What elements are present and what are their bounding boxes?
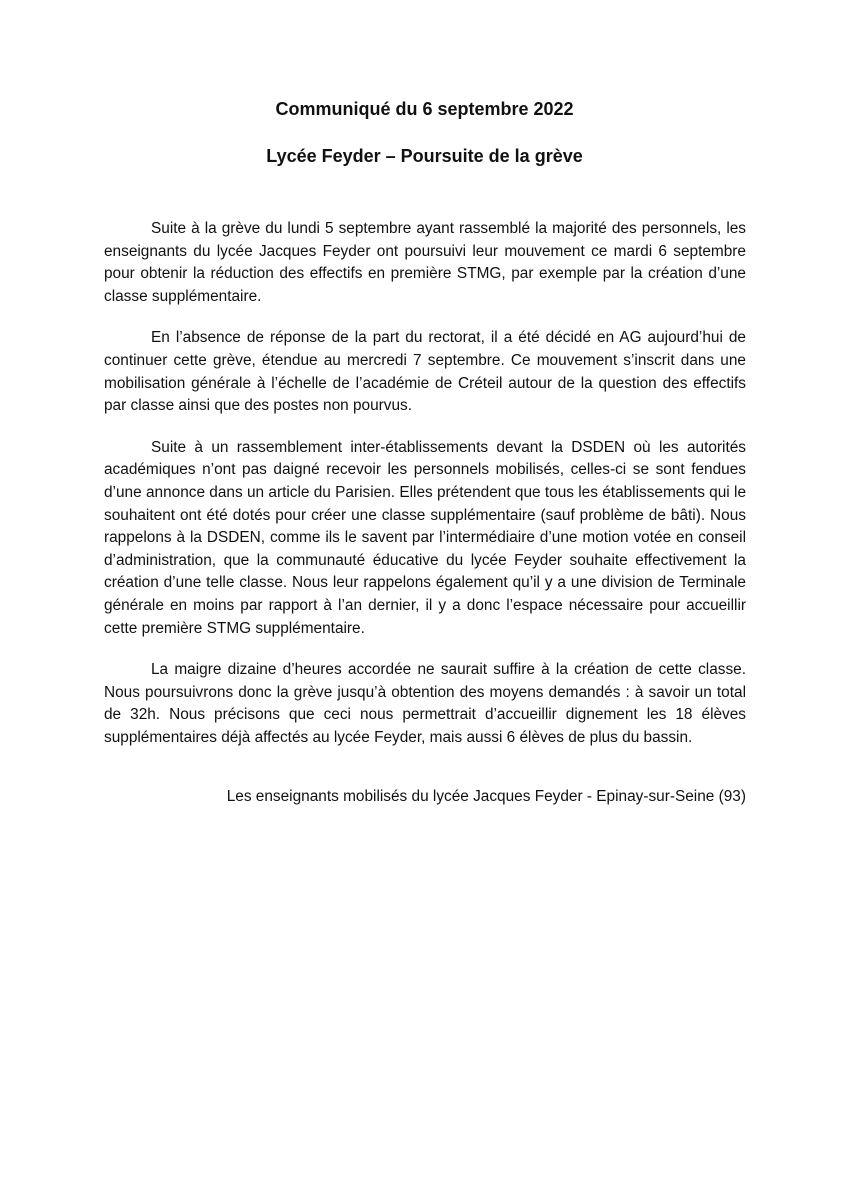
paragraph-1: Suite à la grève du lundi 5 septembre ayant rassemblé la majorité des personnels, les enseignants du lycée Jacques Feyder ont poursuivi leur mouvement ce mardi 6 septembre pour obtenir la réduction des effectifs en première STMG, par exemple par la création d’une classe supplémentaire. [104, 220, 746, 305]
document-title: Communiqué du 6 septembre 2022 [275, 99, 574, 119]
paragraph-4: La maigre dizaine d’heures accordée ne saurait suffire à la création de cette classe. Nous poursuivrons donc la grève jusqu’à obtention des moyens demandés : à savoir un total de 32h. Nous précisons que ceci nous permettrait d’accueillir dignement les 18 élèves supplémentaires déjà affectés au lycée Feyder, mais aussi 6 élèves de plus du bassin. [104, 661, 746, 746]
paragraph-3: Suite à un rassemblement inter-établissements devant la DSDEN où les autorités académiques n’ont pas daigné recevoir les personnels mobilisés, celles-ci se sont fendues d’une annonce dans un article du Parisien. Elles prétendent que tous les établissements qui le souhaitent ont été dotés pour créer une classe supplémentaire (sauf problème de bâti). Nous rappelons à la DSDEN, comme ils le savent par l’intermédiaire d’une motion votée en conseil d’administration, que la communauté éducative du lycée Feyder souhaite effectivement la création d’une telle classe. Nous leur rappelons également qu’il y a une division de Terminale générale en moins par rapport à l’an dernier, il y a donc l’espace nécessaire pour accueillir cette première STMG supplémentaire. [104, 438, 746, 637]
signature: Les enseignants mobilisés du lycée Jacques Feyder - Epinay-sur-Seine (93) [226, 788, 746, 805]
document-subtitle: Lycée Feyder – Poursuite de la grève [266, 146, 583, 166]
document-body [104, 218, 746, 768]
paragraph-2: En l’absence de réponse de la part du rectorat, il a été décidé en AG aujourd’hui de continuer cette grève, étendue au mercredi 7 septembre. Ce mouvement s’inscrit dans une mobilisation générale à l’échelle de l’académie de Créteil autour de la question des effectifs par classe ainsi que des postes non pourvus. [104, 329, 746, 415]
